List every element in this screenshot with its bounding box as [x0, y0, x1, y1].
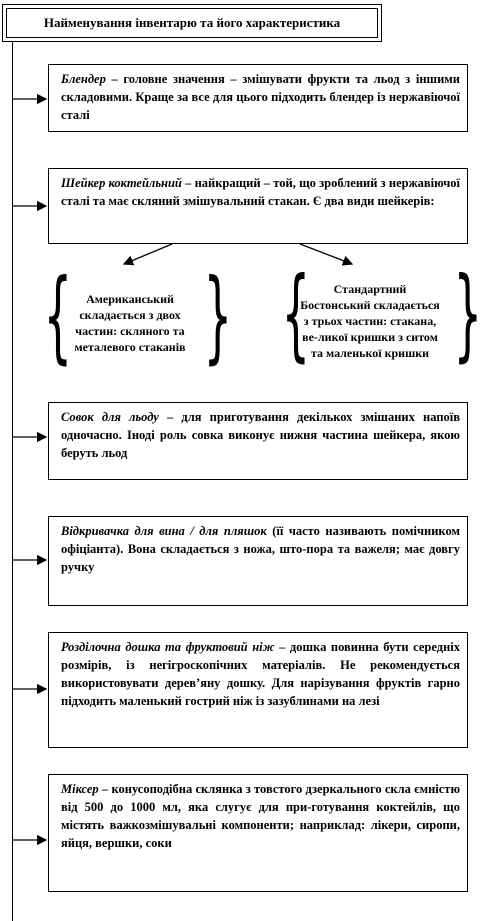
shaker-boston	[300, 266, 440, 376]
left-brace-american: {	[43, 257, 73, 374]
diagram-title: Найменування інвентарю та його характеристика	[6, 8, 378, 38]
shaker-american-text: Американський складається з двох частин: скляного та металевого стаканів	[74, 291, 186, 355]
item-text: – для приготування декількох змішаних напоїв одночасно. Іноді роль совка виконує нижня частина шейкера, якою беруть льод	[61, 410, 461, 461]
item-text: – конусоподібна склянка з товстого дзеркального скла ємністю від 500 до 1000 мл, яка слугує для при-готування коктейлів, що містять важкозмішувальні компоненти; наприклад: лікери, сиропи, яйця, вершки, соки	[61, 782, 460, 851]
item-term: Совок для льоду	[61, 410, 159, 424]
item-term: Блендер	[61, 72, 106, 86]
item-term: Розділочна дошка та фруктовий ніж	[61, 640, 275, 654]
shaker-boston-text: Стандартний Бостонський складається з трьох частин: стакана, ве-ликої кришки з ситом та маленької кришки	[300, 281, 440, 361]
arrow-american	[124, 244, 172, 264]
right-brace-boston: }	[453, 255, 482, 372]
item-term: Відкривачка для вина / для пляшок	[61, 524, 267, 538]
item-mixer	[48, 774, 468, 892]
item-cutting-board	[48, 632, 468, 748]
item-ice-scoop	[48, 402, 468, 480]
item-shaker	[48, 168, 468, 244]
item-text: – головне значення – змішувати фрукти та льод з іншими складовими. Краще за все для цього підходить блендер із нержавіючої сталі	[61, 72, 460, 123]
item-term: Міксер	[61, 782, 99, 796]
item-blender	[48, 64, 468, 132]
item-term: Шейкер коктейльний	[61, 176, 182, 190]
right-brace-american: }	[203, 257, 233, 374]
shaker-american	[62, 270, 198, 376]
item-text: (її часто називають помічником офіціанта). Вона складається з ножа, што-пора та важеля; має довгу ручку	[61, 524, 460, 575]
left-brace-boston: {	[281, 255, 311, 372]
item-opener	[48, 516, 468, 606]
item-text: – найкращий – той, що зроблений з нержавіючої сталі та має скляний змішувальний стакан. Є два види шейкерів:	[61, 176, 460, 209]
item-text: – дошка повинна бути середніх розмірів, із негігроскопічних матеріалів. Не рекомендується використовувати дерев’яну дошку. Для нарізування фруктів гарно підходить маленький гострий ніж із зазублинами на лезі	[61, 640, 460, 709]
